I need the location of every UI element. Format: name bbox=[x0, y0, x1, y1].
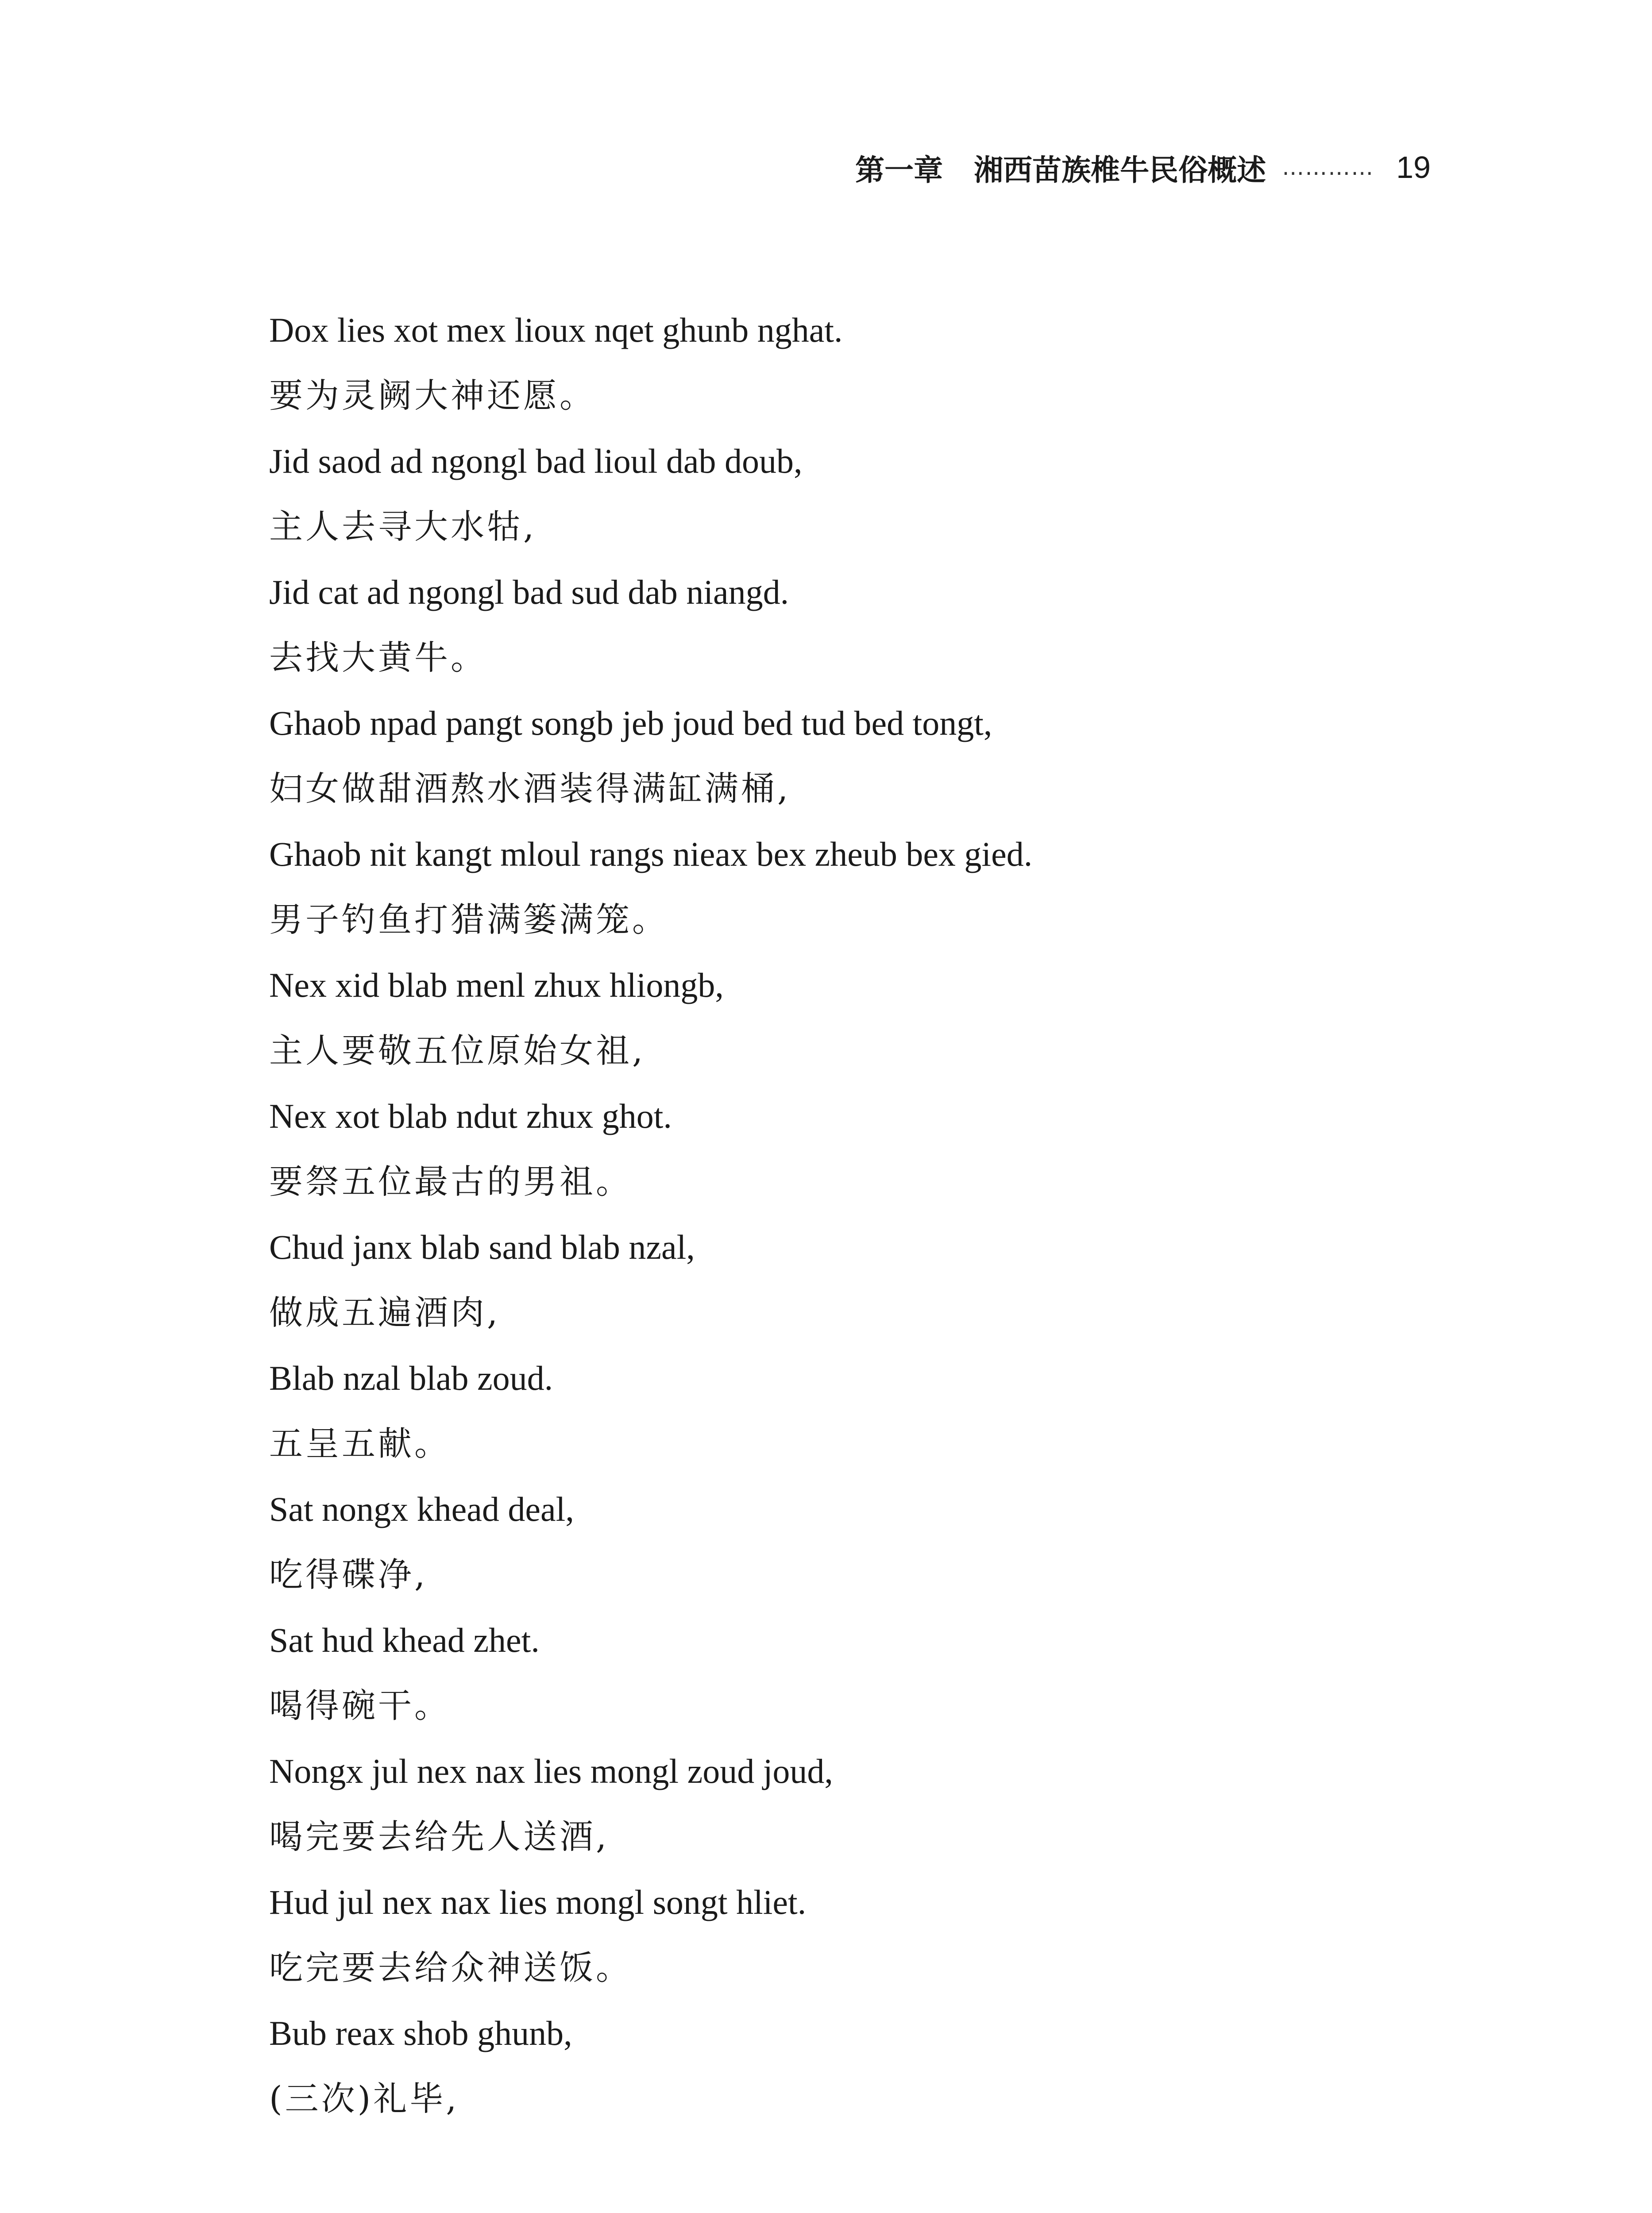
miao-line: Ghaob npad pangt songb jeb joud bed tud bed tongt, bbox=[269, 704, 992, 742]
miao-line: Chud janx blab sand blab nzal, bbox=[269, 1228, 695, 1266]
miao-line: Blab nzal blab zoud. bbox=[269, 1359, 553, 1397]
chinese-translation-line: 妇女做甜酒熬水酒装得满缸满桶, bbox=[269, 769, 791, 808]
chapter-number: 第一章 bbox=[855, 153, 943, 187]
chapter-title: 湘西苗族椎牛民俗概述 bbox=[974, 153, 1266, 187]
miao-line: Bub reax shob ghunb, bbox=[269, 2014, 572, 2052]
chinese-translation-line: 做成五遍酒肉, bbox=[269, 1293, 501, 1332]
chinese-translation-line: 主人去寻大水牯, bbox=[269, 507, 537, 546]
miao-line: Hud jul nex nax lies mongl songt hliet. bbox=[269, 1883, 807, 1921]
miao-line: Nex xid blab menl zhux hliongb, bbox=[269, 966, 724, 1004]
miao-line: Jid saod ad ngongl bad lioul dab doub, bbox=[269, 442, 803, 480]
chinese-translation-line: 喝得碗干。 bbox=[269, 1686, 451, 1725]
miao-line: Sat hud khead zhet. bbox=[269, 1621, 540, 1659]
dot-leader: ………… bbox=[1282, 154, 1374, 180]
chinese-translation-line: 要为灵阙大神还愿。 bbox=[269, 376, 596, 415]
chinese-translation-line: 吃得碟净, bbox=[269, 1555, 428, 1594]
chinese-translation-line: 吃完要去给众神送饭。 bbox=[269, 1948, 632, 1987]
chinese-translation-line: (三次)礼毕, bbox=[269, 2079, 459, 2118]
chinese-translation-line: 五呈五献。 bbox=[269, 1424, 451, 1463]
chinese-translation-line: 要祭五位最古的男祖。 bbox=[269, 1162, 632, 1201]
chinese-translation-line: 男子钓鱼打猎满篓满笼。 bbox=[269, 900, 668, 939]
chinese-translation-line: 主人要敬五位原始女祖, bbox=[269, 1031, 646, 1070]
miao-line: Nex xot blab ndut zhux ghot. bbox=[269, 1097, 672, 1135]
chinese-translation-line: 喝完要去给先人送酒, bbox=[269, 1817, 610, 1856]
miao-line: Sat nongx khead deal, bbox=[269, 1490, 574, 1528]
miao-line: Ghaob nit kangt mloul rangs nieax bex zheub bex gied. bbox=[269, 835, 1033, 873]
chinese-translation-line: 去找大黄牛。 bbox=[269, 638, 487, 677]
miao-line: Dox lies xot mex lioux nqet ghunb nghat. bbox=[269, 311, 843, 349]
bilingual-verse bbox=[269, 297, 1464, 2132]
miao-line: Nongx jul nex nax lies mongl zoud joud, bbox=[269, 1752, 833, 1790]
page-number: 19 bbox=[1396, 150, 1431, 185]
running-head bbox=[855, 141, 1431, 194]
miao-line: Jid cat ad ngongl bad sud dab niangd. bbox=[269, 573, 789, 611]
